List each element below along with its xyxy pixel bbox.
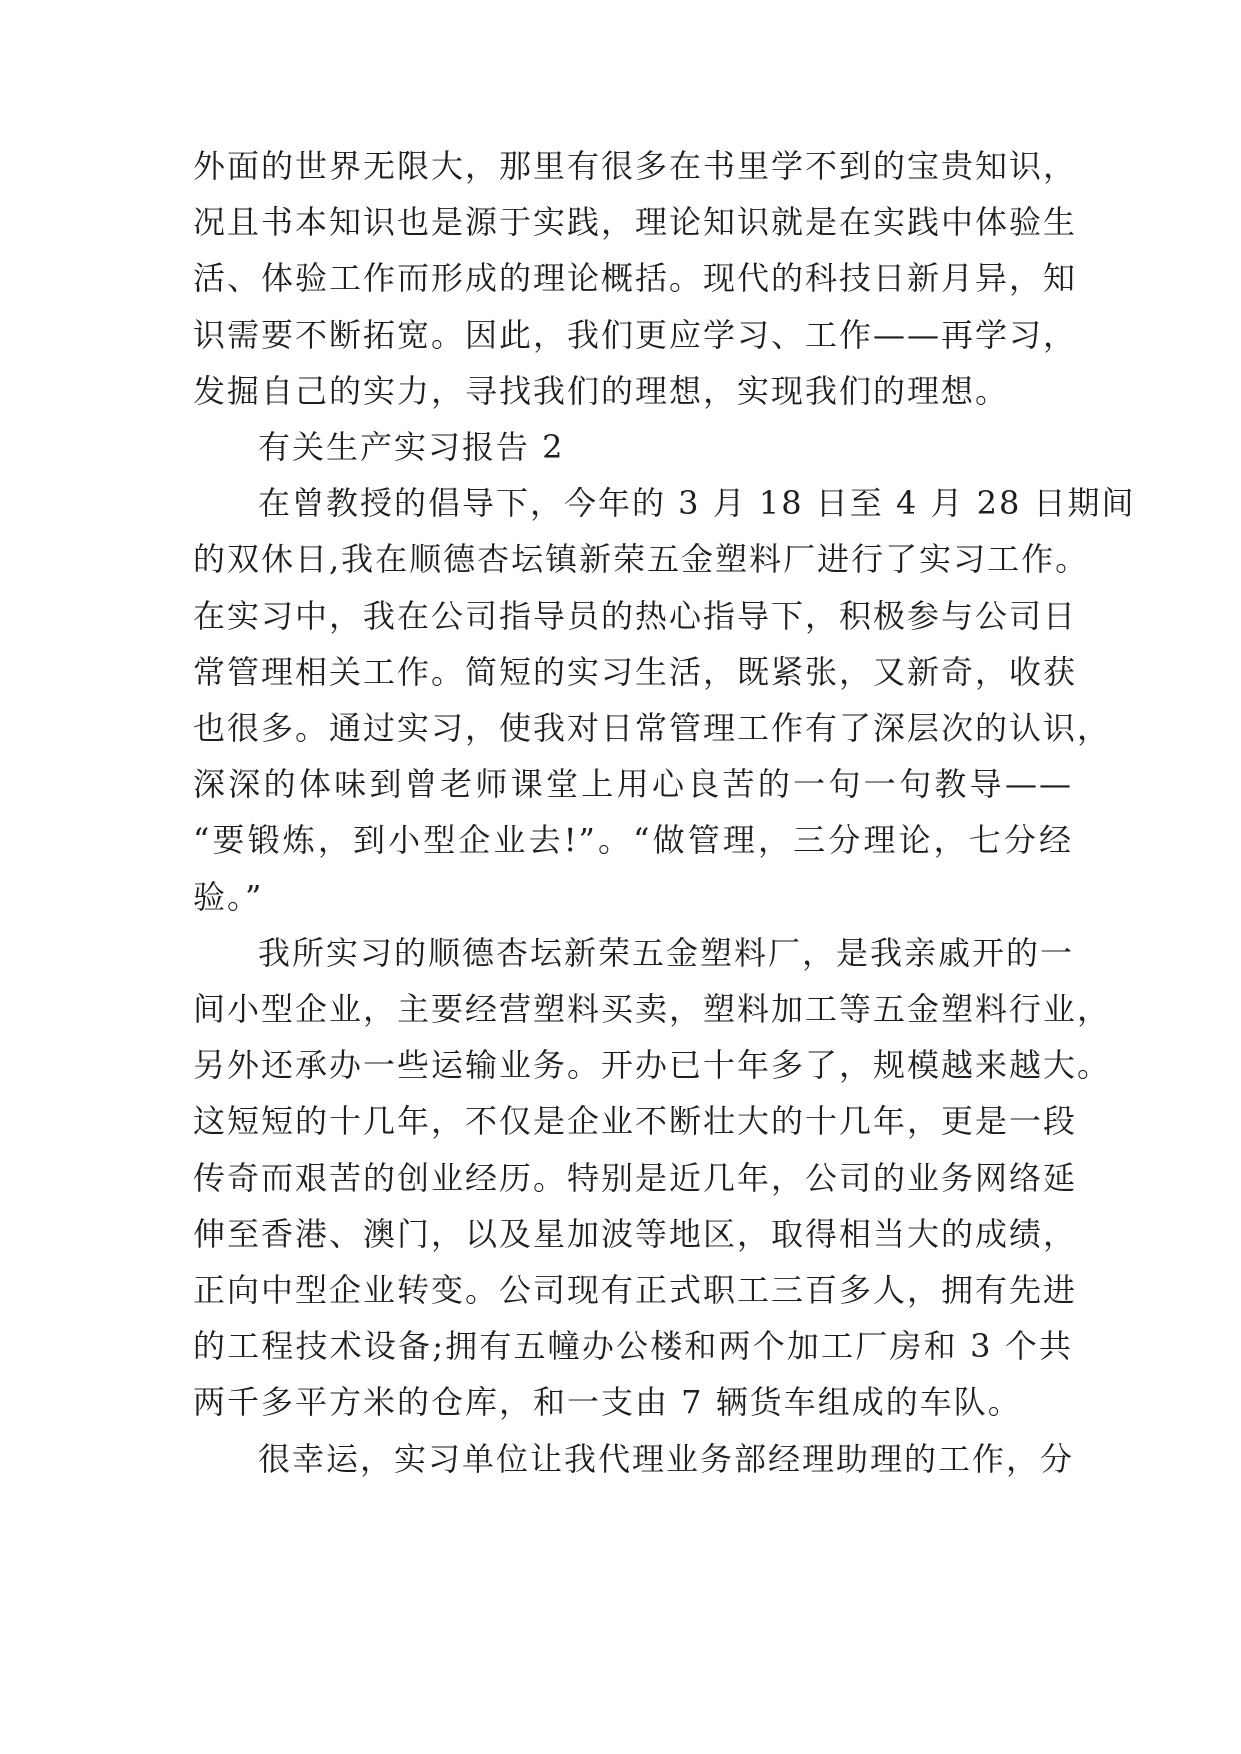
text-line: 间小型企业，主要经营塑料买卖，塑料加工等五金塑料行业， <box>193 990 1112 1028</box>
text-line: 况且书本知识也是源于实践，理论知识就是在实践中体验生 <box>193 203 1078 241</box>
text-line: “要锻炼，到小型企业去!”。“做管理，三分理论，七分经 <box>193 821 1073 859</box>
text-line: 的双休日,我在顺德杏坛镇新荣五金塑料厂进行了实习工作。 <box>193 540 1090 578</box>
paragraph-first-line: 在曾教授的倡导下，今年的 3 月 18 日至 4 月 28 日期间 <box>258 484 1136 522</box>
paragraph-first-line: 很幸运，实习单位让我代理业务部经理助理的工作，分 <box>258 1440 1075 1478</box>
text-line: 验。” <box>193 878 264 916</box>
text-line: 活、体验工作而形成的理论概括。现代的科技日新月异，知 <box>193 259 1078 297</box>
text-line: 另外还承办一些运输业务。开办已十年多了，规模越来越大。 <box>193 1046 1112 1084</box>
section-heading: 有关生产实习报告 2 <box>258 428 565 466</box>
paragraph-first-line: 我所实习的顺德杏坛新荣五金塑料厂，是我亲戚开的一 <box>258 934 1075 972</box>
text-line: 两千多平方米的仓库，和一支由 7 辆货车组成的车队。 <box>193 1383 1022 1421</box>
text-line: 发掘自己的实力，寻找我们的理想，实现我们的理想。 <box>193 372 1010 410</box>
text-line: 伸至香港、澳门，以及星加波等地区，取得相当大的成绩， <box>193 1215 1078 1253</box>
text-line: 识需要不断拓宽。因此，我们更应学习、工作——再学习， <box>193 316 1078 354</box>
text-line: 传奇而艰苦的创业经历。特别是近几年，公司的业务网络延 <box>193 1159 1078 1197</box>
text-line: 正向中型企业转变。公司现有正式职工三百多人，拥有先进 <box>193 1271 1078 1309</box>
text-line: 外面的世界无限大，那里有很多在书里学不到的宝贵知识， <box>193 147 1078 185</box>
text-line: 深深的体味到曾老师课堂上用心良苦的一句一句教导—— <box>193 765 1073 803</box>
text-line: 也很多。通过实习，使我对日常管理工作有了深层次的认识， <box>193 709 1112 747</box>
text-line: 的工程技术设备;拥有五幢办公楼和两个加工厂房和 3 个共 <box>193 1327 1073 1365</box>
text-line: 这短短的十几年，不仅是企业不断壮大的十几年，更是一段 <box>193 1102 1078 1140</box>
text-line: 常管理相关工作。简短的实习生活，既紧张，又新奇，收获 <box>193 653 1078 691</box>
text-line: 在实习中，我在公司指导员的热心指导下，积极参与公司日 <box>193 597 1078 635</box>
